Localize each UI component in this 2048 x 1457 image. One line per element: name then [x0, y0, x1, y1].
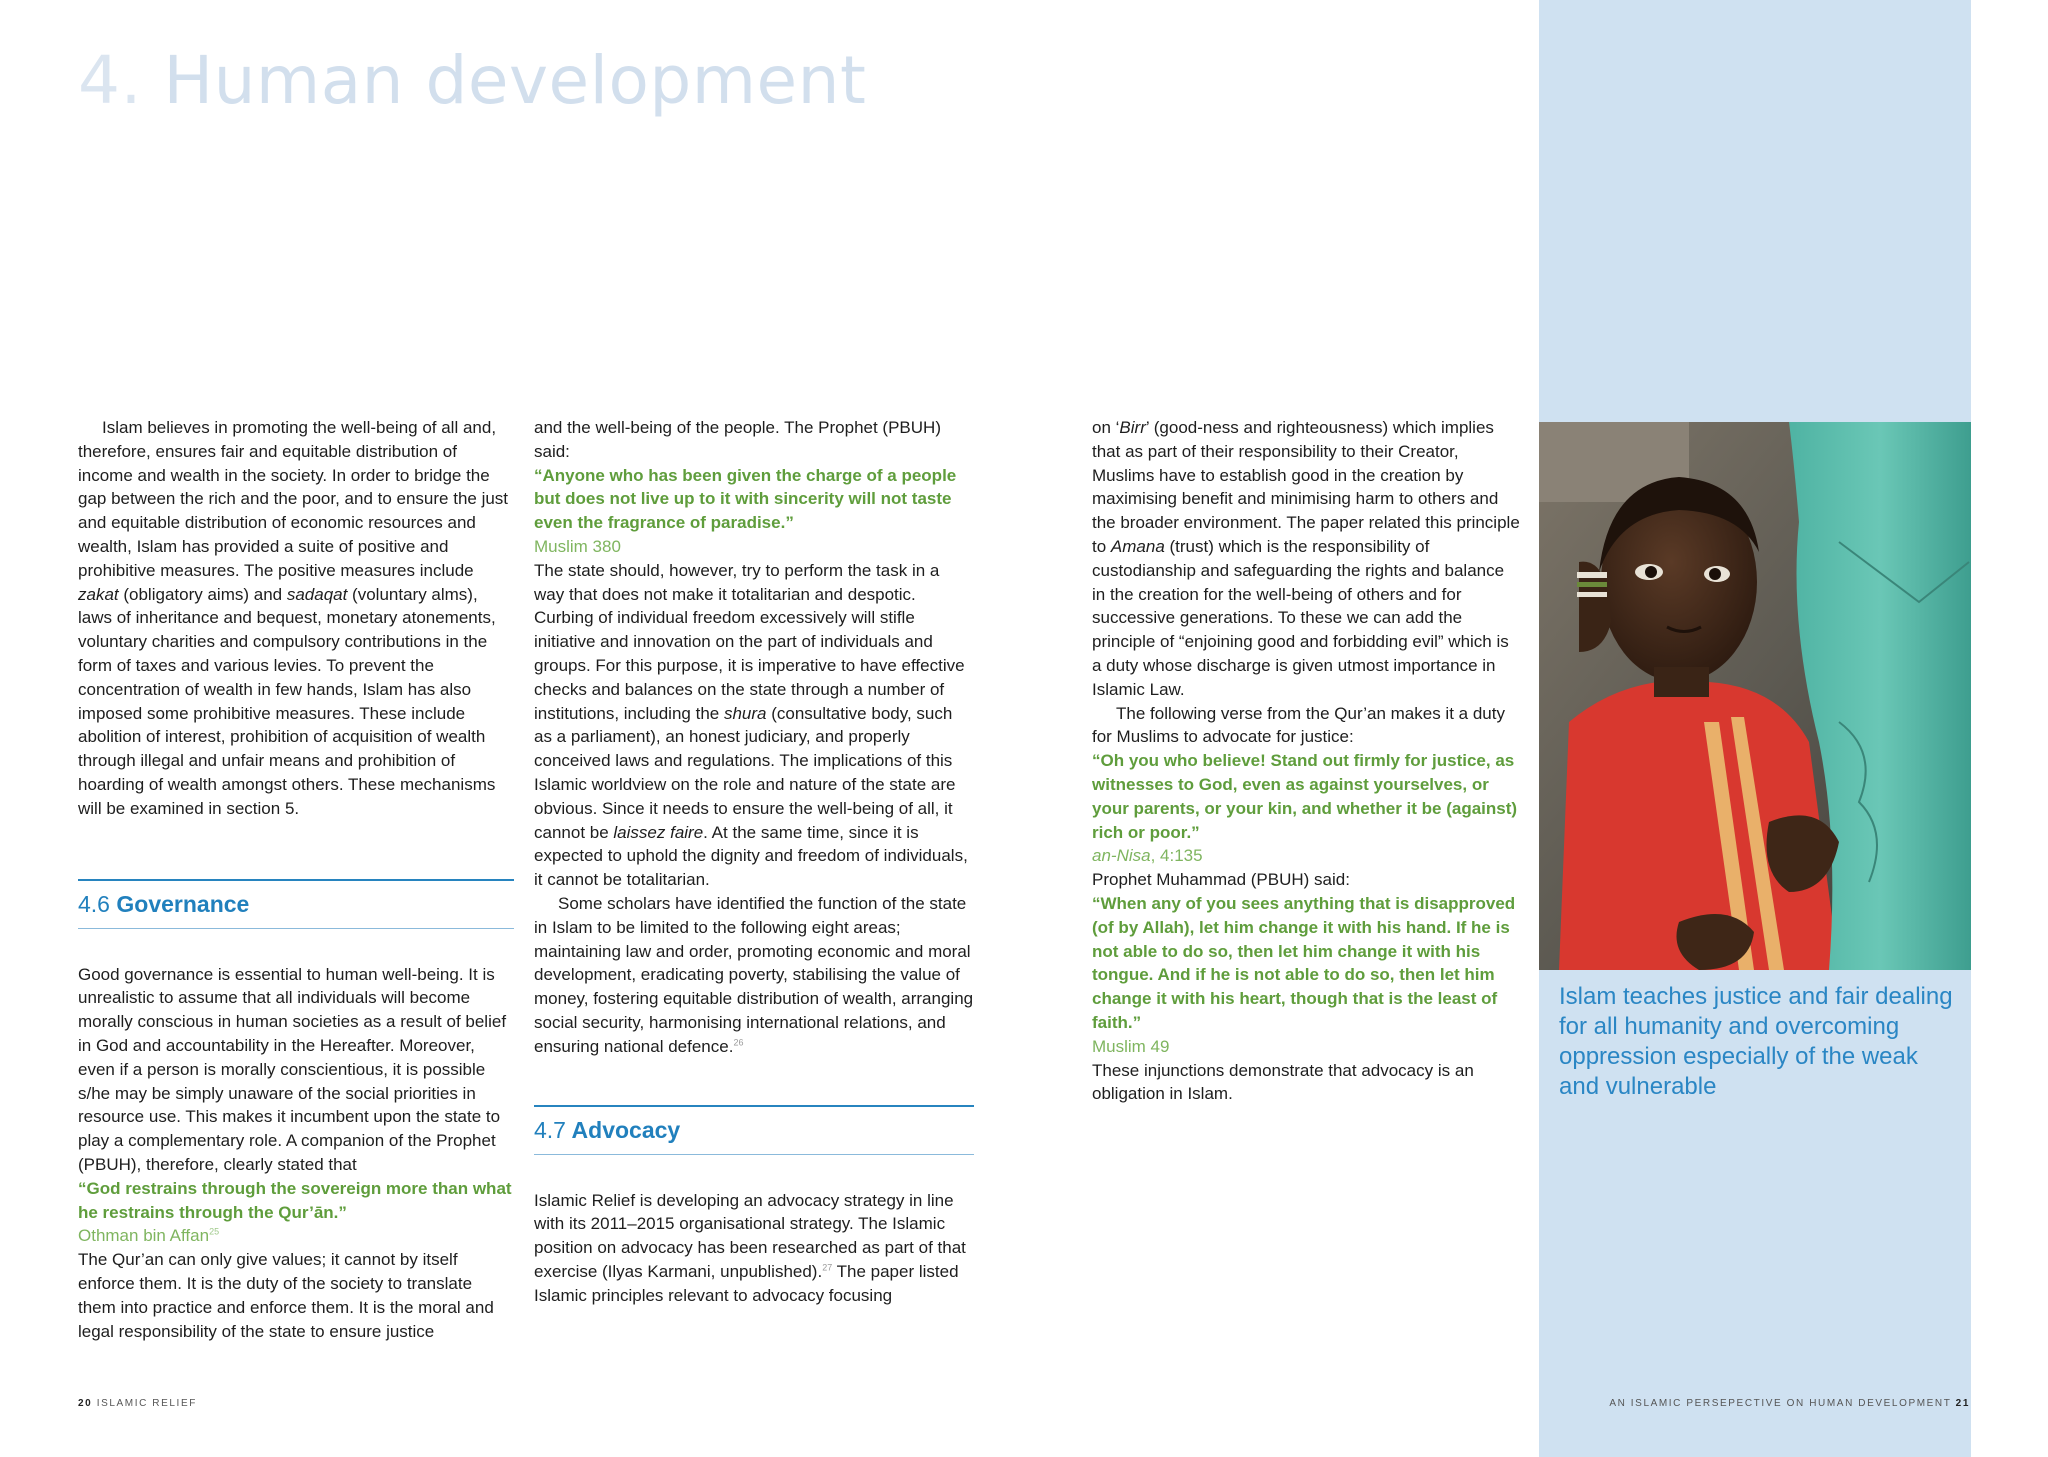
quote-citation: Muslim 380 [534, 536, 621, 556]
footer-right [1609, 1398, 1970, 1409]
birr-paragraph: on ‘Birr’ (good-ness and righteousness) which implies that as part of their responsibility to their Creator, Muslims have to establish good in the creation by maximising benefit and minimising harm to others and the broader environment. The paper related this principle to Amana (trust) which is the responsibility of custodianship and safeguarding the rights and balance in the creation for the well-being of others and for successive generations. To these we can add the principle of “enjoining good and forbidding evil” which is a duty whose discharge is given utmost importance in Islamic Law. [1092, 418, 1520, 699]
state-paragraph: The state should, however, try to perform the task in a way that does not make it totalitarian and despotic. Curbing of individual freedom excessively will stifle initiative and innovation on the part of individuals and groups. For this purpose, it is imperative to have effective checks and balances on the state through a number of institutions, including the shura (consultative body, such as a parliament), an honest judiciary, and properly conceived laws and regulations. The implications of this Islamic worldview on the role and nature of the state are obvious. Since it needs to ensure the well-being of all, it cannot be laissez faire. At the same time, since it is expected to uphold the dignity and freedom of individuals, it cannot be totalitarian. [534, 560, 968, 890]
intro-paragraph: Islam believes in promoting the well-being of all and, therefore, ensures fair and equitable distribution of income and wealth in the society. In order to bridge the gap between the rich and the poor, and to ensure the just and equitable distribution of economic resources and wealth, Islam has provided a suite of positive and prohibitive measures. The positive measures include zakat (obligatory aims) and sadaqat (voluntary alms), laws of inheritance and bequest, monetary atonements, voluntary charities and compulsory contributions in the form of taxes and various levies. To prevent the concentration of wealth in few hands, Islam has also imposed some prohibitive measures. These include abolition of interest, prohibition of acquisition of wealth through illegal and unfair means and prohibition of hoarding of wealth amongst others. These mechanisms will be examined in section 5. [78, 418, 509, 818]
closing-paragraph: These injunctions demonstrate that advocacy is an obligation in Islam. [1092, 1060, 1474, 1104]
child-photo [1539, 422, 1971, 970]
photo-caption: Islam teaches justice and fair dealing for all humanity and overcoming oppression especially of the weak and vulnerable [1559, 983, 1953, 1100]
pull-quote: “God restrains through the sovereign more than what he restrains through the Qur’ān.” [78, 1178, 512, 1222]
page-number-left: 20 [78, 1398, 93, 1409]
quote-citation: an-Nisa, 4:135 [1092, 846, 1203, 866]
advocacy-paragraph: Islamic Relief is developing an advocacy strategy in line with its 2011–2015 organisational strategy. The Islamic position on advocacy has been researched as part of that exercise (Ilyas Karmani, unpublished).$^{27}$ The paper listed Islamic principles relevant to advocacy focusing [534, 1190, 966, 1305]
continued-paragraph: and the well-being of the people. The Prophet (PBUH) said: [534, 418, 941, 461]
footer-left [78, 1398, 197, 1409]
scholars-paragraph: Some scholars have identified the function of the state in Islam to be limited to the following eight areas; maintaining law and order, promoting economic and moral development, eradicating poverty, stabilising the value of money, fostering equitable distribution of wealth, arranging social security, harmonising international relations, and ensuring national defence.$^{26}$ [534, 893, 974, 1056]
quote-citation: Othman bin Affan$^{25}$ [78, 1226, 220, 1246]
verse-intro-paragraph: The following verse from the Qur’an makes it a duty for Muslims to advocate for justice: [1092, 703, 1505, 747]
footer-right-text: AN ISLAMIC PERSEPECTIVE ON HUMAN DEVELOPMENT [1609, 1398, 1952, 1409]
governance-paragraph: Good governance is essential to human well-being. It is unrealistic to assume that all individuals will become morally conscious in human societies as a result of belief in God and accountability in the Hereafter. Moreover, even if a person is morally conscientious, it is possible s/he may be simply unaware of the social priorities in resource use. This makes it incumbent upon the state to play a complementary role. A companion of the Prophet (PBUH), therefore, clearly stated that [78, 964, 507, 1174]
page-title [78, 42, 866, 119]
chapter-title: Human development [163, 42, 867, 119]
prophet-said-paragraph: Prophet Muhammad (PBUH) said: [1092, 870, 1350, 890]
chapter-number: 4. [78, 42, 142, 119]
column-3 [1092, 416, 1520, 1106]
section-heading-governance: 4.6 Governance [78, 879, 514, 929]
page-number-right: 21 [1955, 1398, 1970, 1409]
quote-citation: Muslim 49 [1092, 1036, 1170, 1056]
column-1 [78, 416, 514, 1343]
pull-quote: “Anyone who has been given the charge of a people but does not live up to it with sincerity will not taste even the fragrance of paradise.” [534, 465, 957, 533]
section-heading-advocacy: 4.7 Advocacy [534, 1105, 974, 1155]
footer-left-text: ISLAMIC RELIEF [96, 1398, 197, 1409]
pull-quote: “Oh you who believe! Stand out firmly for justice, as witnesses to God, even as against yourselves, or your parents, or your kin, and whether it be (against) rich or poor.” [1092, 751, 1518, 842]
closing-paragraph: The Qur’an can only give values; it cannot by itself enforce them. It is the duty of the society to translate them into practice and enforce them. It is the moral and legal responsibility of the state to ensure justice [78, 1250, 494, 1341]
pull-quote: “When any of you sees anything that is disapproved (of by Allah), let him change it with his hand. If he is not able to do so, then let him change it with his tongue. And if he is not able to do so, then let him change it with his heart, though that is the least of faith.” [1092, 893, 1516, 1032]
column-2 [534, 416, 974, 1308]
